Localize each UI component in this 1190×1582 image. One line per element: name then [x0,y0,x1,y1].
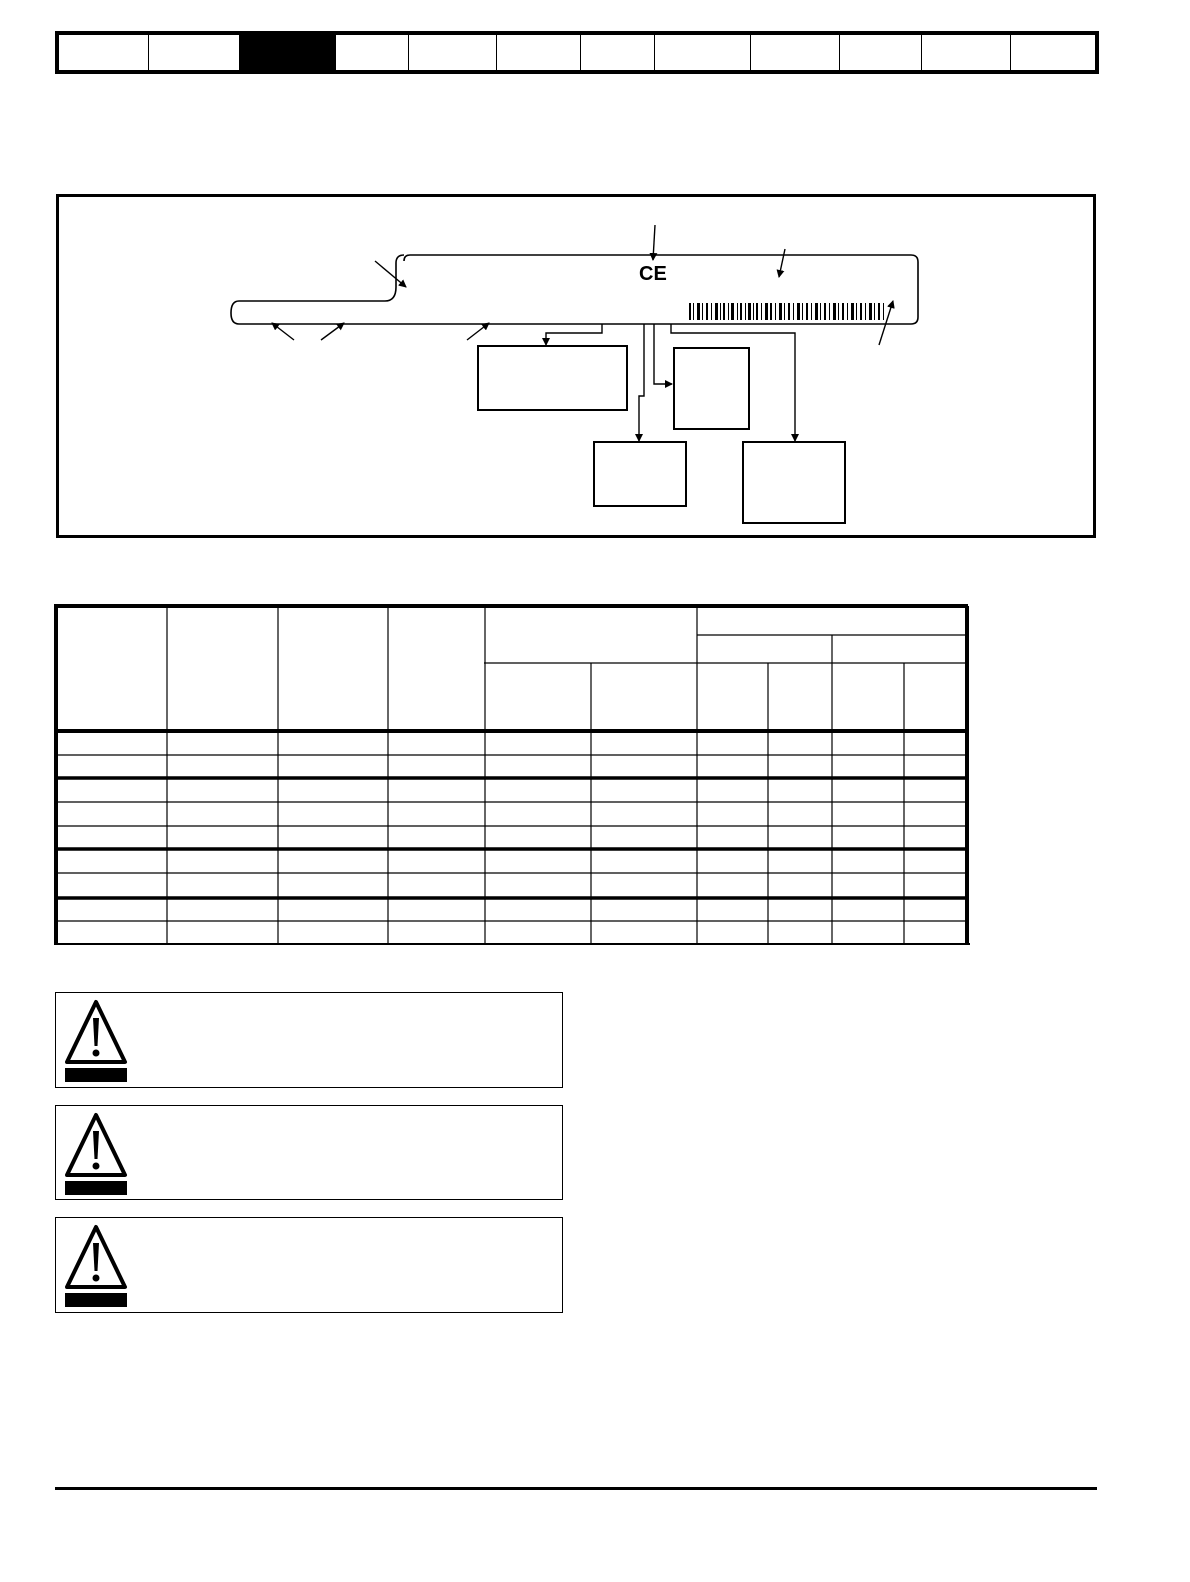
callout-box-c [594,442,686,506]
nameplate-diagram [59,197,1093,535]
callout-box-a [478,346,627,410]
nav-tab-12[interactable] [1011,35,1095,70]
barcode-icon [689,303,884,320]
ce-mark-icon: CE [639,263,667,285]
nav-tab-1[interactable] [59,35,149,70]
leader-line-box-b [654,324,672,384]
nav-tab-10[interactable] [840,35,922,70]
nav-tab-5[interactable] [409,35,497,70]
nav-tab-2[interactable] [149,35,240,70]
callout-arrow-barcode [879,301,893,345]
warning-triangle-icon [63,1111,129,1195]
chapter-nav-strip [55,31,1099,74]
nav-tab-8[interactable] [655,35,751,70]
nav-tab-11[interactable] [922,35,1011,70]
leader-line-box-a [546,324,602,345]
nav-tab-9[interactable] [751,35,840,70]
footer-rule [55,1487,1097,1490]
warning-triangle-icon [63,998,129,1082]
warning-box-3 [55,1217,563,1313]
callout-arrow-bottom-2 [321,323,344,340]
callout-arrow-top-right [779,249,785,277]
warning-triangle-icon [63,1223,129,1307]
nameplate-outline [231,255,918,324]
nav-tab-7[interactable] [581,35,655,70]
callout-box-d [743,442,845,523]
callout-arrow-bottom-1 [272,323,294,340]
callout-box-b [674,348,749,429]
callout-arrow-top-left [375,261,406,287]
callout-arrow-bottom-3 [467,323,489,340]
ratings-table [54,604,970,946]
nav-tab-4[interactable] [336,35,409,70]
warning-box-2 [55,1105,563,1200]
leader-line-box-c [639,324,644,441]
leader-line-box-d [671,324,795,441]
nav-tab-6[interactable] [497,35,581,70]
warning-box-1 [55,992,563,1088]
nav-tab-3-active[interactable] [240,35,336,70]
nameplate-figure [56,194,1096,538]
